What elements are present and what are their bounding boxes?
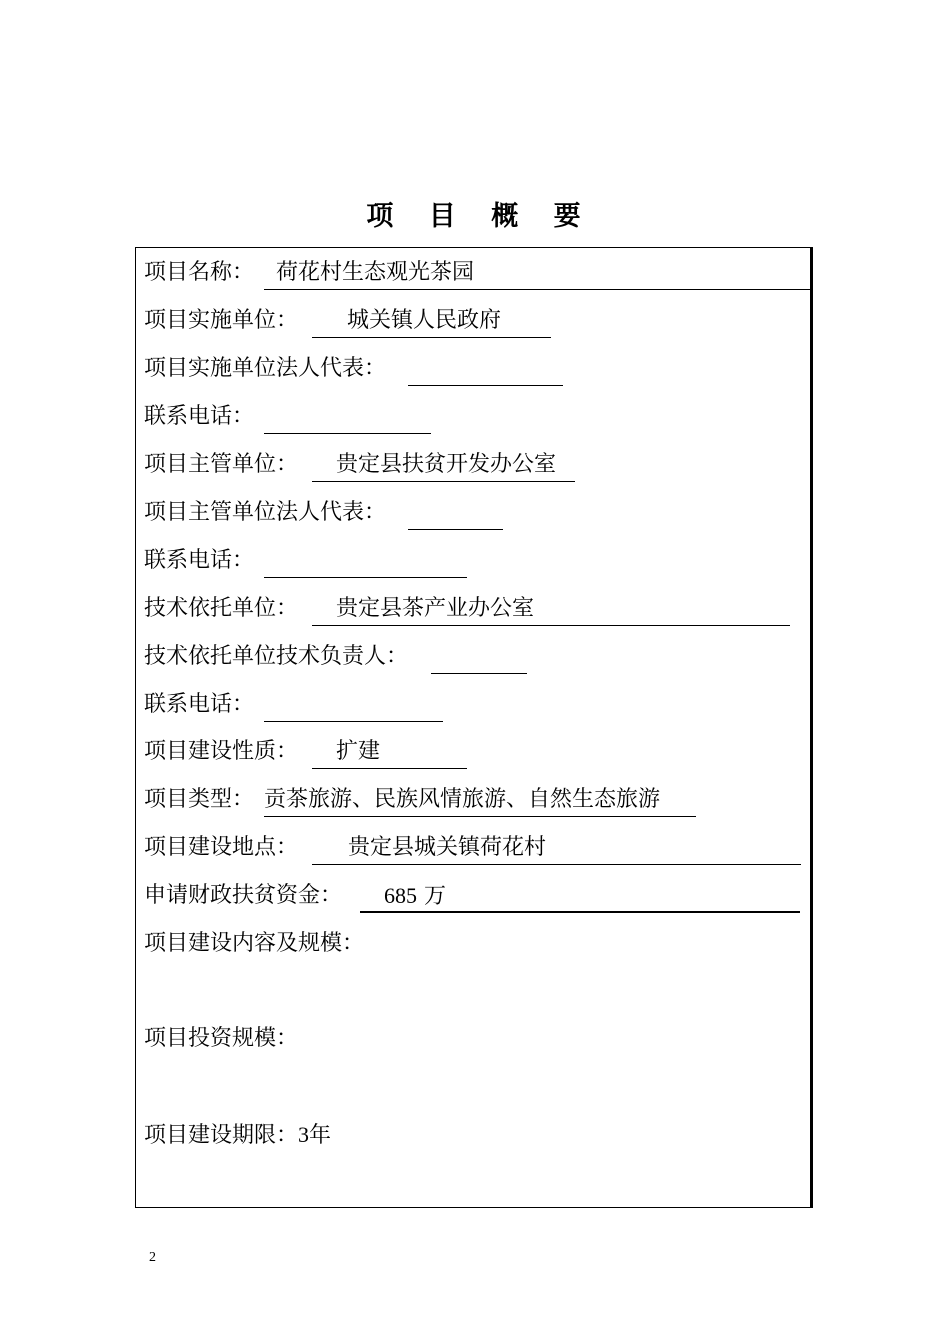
row-tech-unit bbox=[144, 592, 535, 626]
mgmt-unit-field[interactable]: 贵定县扶贫开发办公室 bbox=[312, 448, 575, 482]
row-project-name bbox=[144, 256, 475, 290]
content-label: 项目建设内容及规模： bbox=[144, 931, 365, 956]
type-label: 项目类型： bbox=[144, 787, 255, 812]
page-title: 项 目 概 要 bbox=[366, 201, 594, 232]
type-field[interactable]: 贡茶旅游、民族风情旅游、自然生态旅游 bbox=[264, 783, 696, 817]
tech-lead-field[interactable] bbox=[431, 640, 527, 674]
phone-3-label: 联系电话： bbox=[144, 692, 255, 717]
funding-amount: 685 bbox=[384, 883, 417, 908]
impl-unit-label: 项目实施单位： bbox=[144, 308, 299, 333]
period-label: 项目建设期限： bbox=[144, 1123, 299, 1148]
row-impl-rep bbox=[144, 352, 386, 386]
mgmt-rep-label: 项目主管单位法人代表： bbox=[144, 500, 387, 525]
period-unit: 年 bbox=[309, 1123, 332, 1148]
page-number: 2 bbox=[149, 1250, 156, 1265]
row-tech-lead bbox=[144, 640, 408, 674]
phone-1-label: 联系电话： bbox=[144, 404, 255, 429]
impl-unit-field[interactable]: 城关镇人民政府 bbox=[312, 304, 551, 338]
row-location bbox=[144, 831, 547, 865]
funding-field[interactable] bbox=[360, 879, 800, 913]
mgmt-unit-label: 项目主管单位： bbox=[144, 452, 299, 477]
row-funding bbox=[144, 879, 447, 913]
row-mgmt-unit bbox=[144, 448, 557, 482]
row-phone-1 bbox=[144, 400, 254, 434]
project-name-label: 项目名称： bbox=[144, 260, 255, 285]
phone-2-field[interactable] bbox=[264, 544, 467, 578]
phone-2-label: 联系电话： bbox=[144, 548, 255, 573]
row-type bbox=[144, 783, 661, 817]
funding-label: 申请财政扶贫资金： bbox=[144, 883, 343, 908]
row-mgmt-rep bbox=[144, 496, 386, 530]
row-impl-unit bbox=[144, 304, 502, 338]
period-amount: 3 bbox=[298, 1122, 310, 1147]
row-investment bbox=[144, 1022, 298, 1056]
nature-field[interactable]: 扩建 bbox=[312, 735, 467, 769]
phone-1-field[interactable] bbox=[264, 400, 431, 434]
location-label: 项目建设地点： bbox=[144, 835, 299, 860]
tech-unit-label: 技术依托单位： bbox=[144, 596, 299, 621]
impl-rep-label: 项目实施单位法人代表： bbox=[144, 356, 387, 381]
nature-label: 项目建设性质： bbox=[144, 739, 299, 764]
row-content bbox=[144, 927, 364, 961]
row-period bbox=[144, 1118, 331, 1152]
row-phone-3 bbox=[144, 688, 254, 722]
mgmt-rep-field[interactable] bbox=[408, 496, 503, 530]
project-name-field[interactable]: 荷花村生态观光茶园 bbox=[264, 256, 813, 290]
impl-rep-field[interactable] bbox=[408, 352, 563, 386]
tech-unit-field[interactable]: 贵定县茶产业办公室 bbox=[312, 592, 790, 626]
row-phone-2 bbox=[144, 544, 254, 578]
tech-lead-label: 技术依托单位技术负责人： bbox=[144, 644, 409, 669]
investment-label: 项目投资规模： bbox=[144, 1026, 299, 1051]
funding-unit: 万 bbox=[424, 884, 447, 909]
location-field[interactable]: 贵定县城关镇荷花村 bbox=[312, 831, 801, 865]
row-nature bbox=[144, 735, 381, 769]
project-summary-box bbox=[135, 247, 813, 1208]
phone-3-field[interactable] bbox=[264, 688, 443, 722]
